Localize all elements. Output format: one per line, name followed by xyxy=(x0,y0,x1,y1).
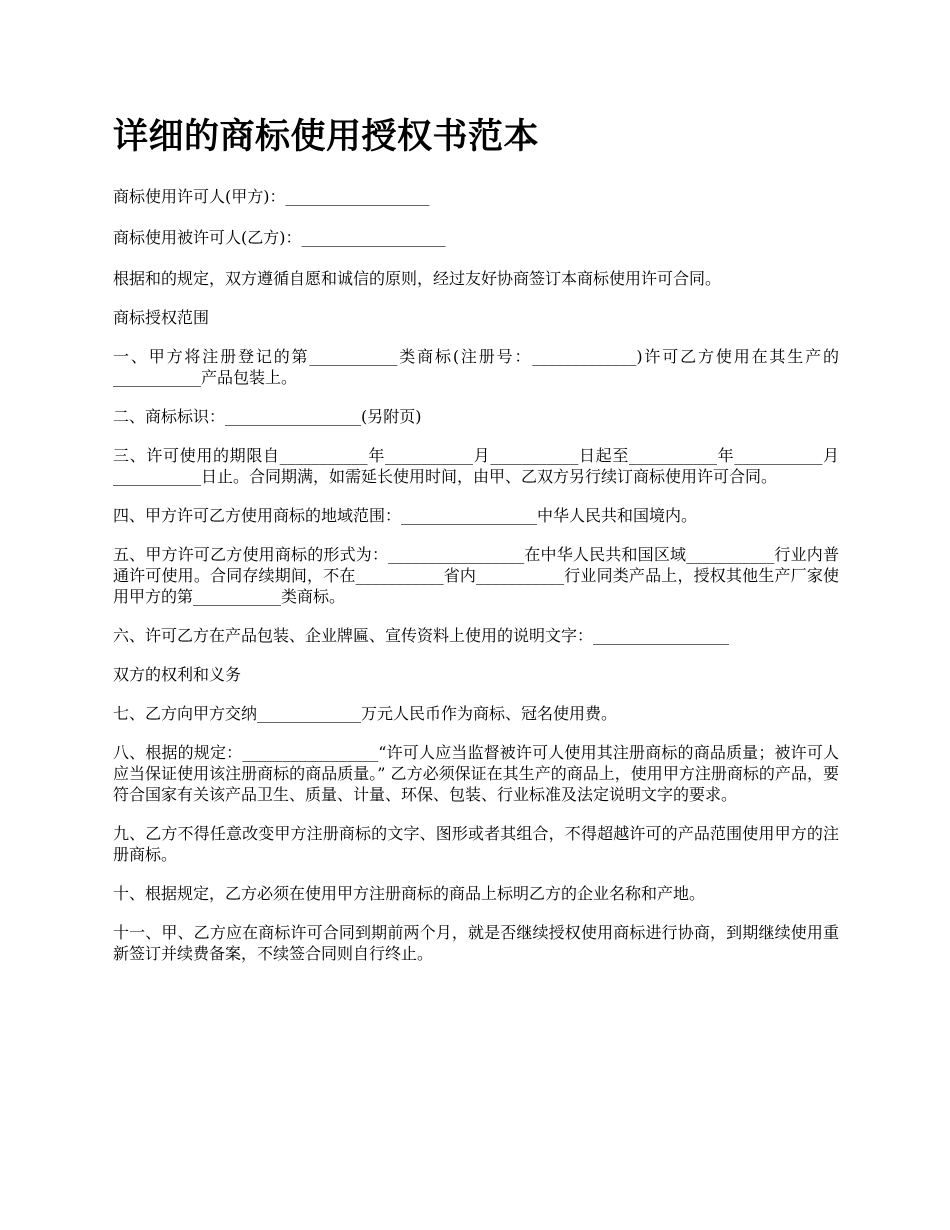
section-heading-scope: 商标授权范围 xyxy=(113,308,210,327)
clause-11: 十一、甲、乙方应在商标许可合同到期前两个月，就是否继续授权使用商标进行协商，到期继续使用重新签订并续费备案，不续签合同则自行终止。 xyxy=(113,923,839,963)
clause-5: 五、甲方许可乙方使用商标的形式为：_________________在中华人民共和国区域___________行业内普通许可使用。合同存续期间，不在___________省内___________行业同类产品上，授权其他生产厂家使用甲方的第___________类商标。 xyxy=(113,545,839,606)
clause-2: 二、商标标识：_________________(另附页) xyxy=(113,407,422,426)
clause-3: 三、许可使用的期限自___________年___________月___________日起至___________年___________月___________日止。合同期满，如需延长使用时间，由甲、乙双方另行续订商标使用许可合同。 xyxy=(113,446,839,486)
clause-4: 四、甲方许可乙方使用商标的地域范围：_________________中华人民共和国境内。 xyxy=(113,506,698,525)
clause-1: 一、甲方将注册登记的第___________类商标(注册号：_____________)许可乙方使用在其生产的___________产品包装上。 xyxy=(113,347,839,387)
intro-paragraph: 根据和的规定，双方遵循自愿和诚信的原则，经过友好协商签订本商标使用许可合同。 xyxy=(113,269,722,288)
clause-6: 六、许可乙方在产品包装、企业牌匾、宣传资料上使用的说明文字：_________________ xyxy=(113,626,730,645)
licensee-field: 商标使用被许可人(乙方)：__________________ xyxy=(113,228,446,247)
document-page xyxy=(113,112,839,982)
clause-10: 十、根据规定，乙方必须在使用甲方注册商标的商品上标明乙方的企业名称和产地。 xyxy=(113,884,706,903)
clause-8: 八、根据的规定：_________________“许可人应当监督被许可人使用其注册商标的商品质量；被许可人应当保证使用该注册商标的商品质量。” 乙方必须保证在其生产的商品上，使用甲方注册商标的产品，要符合国家有关该产品卫生、质量、计量、环保、包装、行业标准及法定说明文字的要求。 xyxy=(113,743,839,804)
section-heading-rights: 双方的权利和义务 xyxy=(113,665,242,684)
document-title: 详细的商标使用授权书范本 xyxy=(113,116,540,157)
licensor-field: 商标使用许可人(甲方)：__________________ xyxy=(113,187,430,206)
clause-7: 七、乙方向甲方交纳_____________万元人民币作为商标、冠名使用费。 xyxy=(113,704,618,723)
clause-9: 九、乙方不得任意改变甲方注册商标的文字、图形或者其组合，不得超越许可的产品范围使用甲方的注册商标。 xyxy=(113,824,839,864)
